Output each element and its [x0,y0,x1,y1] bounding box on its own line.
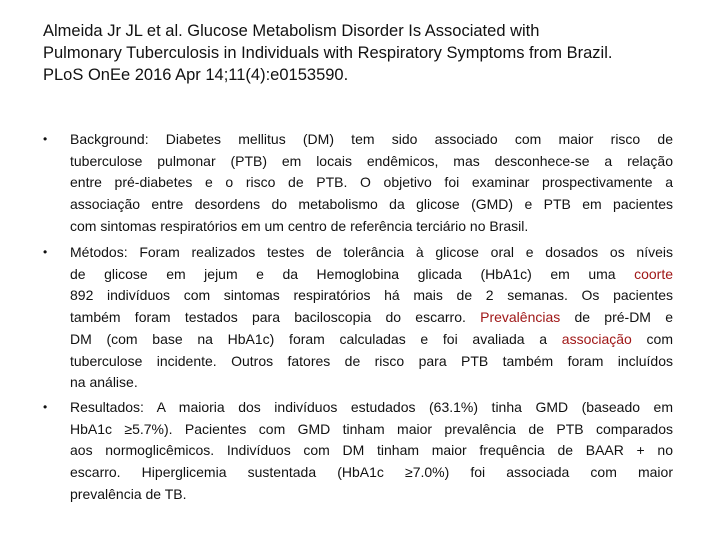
text: também foram testados para baciloscopia do escarro. [70,309,481,326]
citation-title [43,20,703,86]
text-line: HbA1c ≥5.7%). Pacientes com GMD tinham maior prevalência de PTB comparados [70,420,673,437]
highlight-prevalencias: Prevalências [480,309,561,326]
text-line [70,307,673,329]
text-line: Background: Diabetes mellitus (DM) tem sido associado com maior risco de [70,131,673,147]
bullet-icon: • [43,245,48,259]
methods-bullet [43,242,673,394]
results-bullet [43,397,673,506]
title-line: Pulmonary Tuberculosis in Individuals with Respiratory Symptoms from Brazil. [43,44,613,62]
text-line: associação entre desordens do metabolismo da glicose (GMD) e PTB em pacientes [70,196,673,213]
text-line: na análise. [70,374,138,391]
text-line [70,329,673,351]
text-line: tuberculose pulmonar (PTB) em locais endêmicos, mas desconhece-se a relação [70,152,673,169]
title-line: PLoS OnEe 2016 Apr 14;11(4):e0153590. [43,66,349,84]
text-line [70,264,673,286]
text-line: entre pré-diabetes e o risco de PTB. O objetivo foi examinar prospectivamente a [70,174,673,191]
text-line: com sintomas respiratórios em um centro de referência terciário no Brasil. [70,217,529,234]
text-line: Resultados: A maioria dos indivíduos estudados (63.1%) tinha GMD (baseado em [70,399,673,415]
text-line: 892 indivíduos com sintomas respiratórios há mais de 2 semanas. Os pacientes [70,287,673,304]
text: de pré-DM e [560,309,673,326]
highlight-coorte: coorte [634,265,673,282]
text-line: aos normoglicêmicos. Indivíduos com DM tinham maior frequência de BAAR + no [70,442,673,459]
highlight-associacao: associação [561,330,632,347]
bullet-icon: • [43,132,48,146]
text-line: Métodos: Foram realizados testes de tolerância à glicose oral e dosados os níveis [70,244,673,260]
text-line: escarro. Hiperglicemia sustentada (HbA1c ≥7.0%) foi associada com maior [70,464,673,481]
text-line: tuberculose incidente. Outros fatores de risco para PTB também foram incluídos [70,352,673,369]
text: de glicose em jejum e da Hemoglobina glicada (HbA1c) em uma [70,265,635,282]
text: com [631,330,674,347]
bullet-icon: • [43,400,48,414]
background-bullet [43,129,673,238]
text: DM (com base na HbA1c) foram calculadas e foi avaliada a [70,330,562,347]
title-line: Almeida Jr JL et al. Glucose Metabolism Disorder Is Associated with [43,22,540,40]
text-line: prevalência de TB. [70,485,187,502]
